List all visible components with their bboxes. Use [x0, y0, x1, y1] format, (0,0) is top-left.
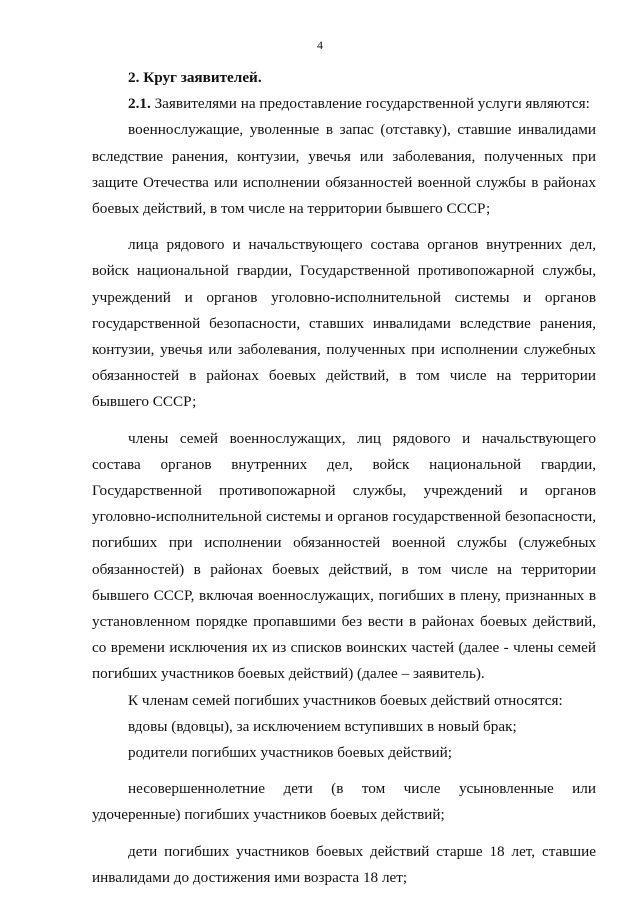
paragraph-family-members: члены семей военнослужащих, лиц рядового и начальствующего состава органов внутренних дел, войск национальной гвардии, Государственной противопожарной службы, учреждений и органов уголовно-исполнительной системы и органов государственной безопасности, погибших при исполнении обязанностей военной службы (служебных обязанностей) в районах боевых действий, в том числе на территории бывшего СССР, включая военнослужащих, погибших в плену, признанных в установленном порядке пропавшими без вести в районах боевых действий, со времени исключения их из списков воинских частей (далее - члены семей погибших участников боевых действий) (далее – заявитель). — [92, 429, 596, 683]
paragraph-widows: вдовы (вдовцы), за исключением вступивших в новый брак; — [128, 717, 517, 735]
paragraph-law-enforcement: лица рядового и начальствующего состава органов внутренних дел, войск национальной гвардии, Государственной противопожарной службы, учреждений и органов уголовно-исполнительной системы и органов государственной безопасности, ставших инвалидами вследствие ранения, контузии, увечья или заболевания, полученных при исполнении служебных обязанностей в районах боевых действий, в том числе на территории бывшего СССР; — [92, 236, 596, 411]
section-heading: 2. Круг заявителей. — [128, 69, 262, 86]
paragraph-family-definition: К членам семей погибших участников боевых действий относятся: — [128, 691, 563, 709]
clause-number: 2.1. — [128, 95, 151, 113]
paragraph-servicemen: военнослужащие, уволенные в запас (отставку), ставшие инвалидами вследствие ранения, контузии, увечья или заболевания, полученных при защите Отечества или исполнении обязанностей военной службы в районах боевых действий, в том числе на территории бывшего СССР; — [92, 121, 596, 218]
paragraph-minor-children: несовершеннолетние дети (в том числе усыновленные или удочеренные) погибших участников боевых действий; — [92, 780, 596, 824]
paragraph-parents: родители погибших участников боевых действий; — [128, 744, 452, 762]
clause-text: Заявителями на предоставление государственной услуги являются: — [150, 95, 590, 113]
paragraph-adult-children: дети погибших участников боевых действий старше 18 лет, ставшие инвалидами до достижения ими возраста 18 лет; — [92, 842, 596, 886]
document-body — [92, 65, 596, 891]
clause-paragraph — [92, 91, 596, 117]
page-number: 4 — [317, 38, 323, 52]
